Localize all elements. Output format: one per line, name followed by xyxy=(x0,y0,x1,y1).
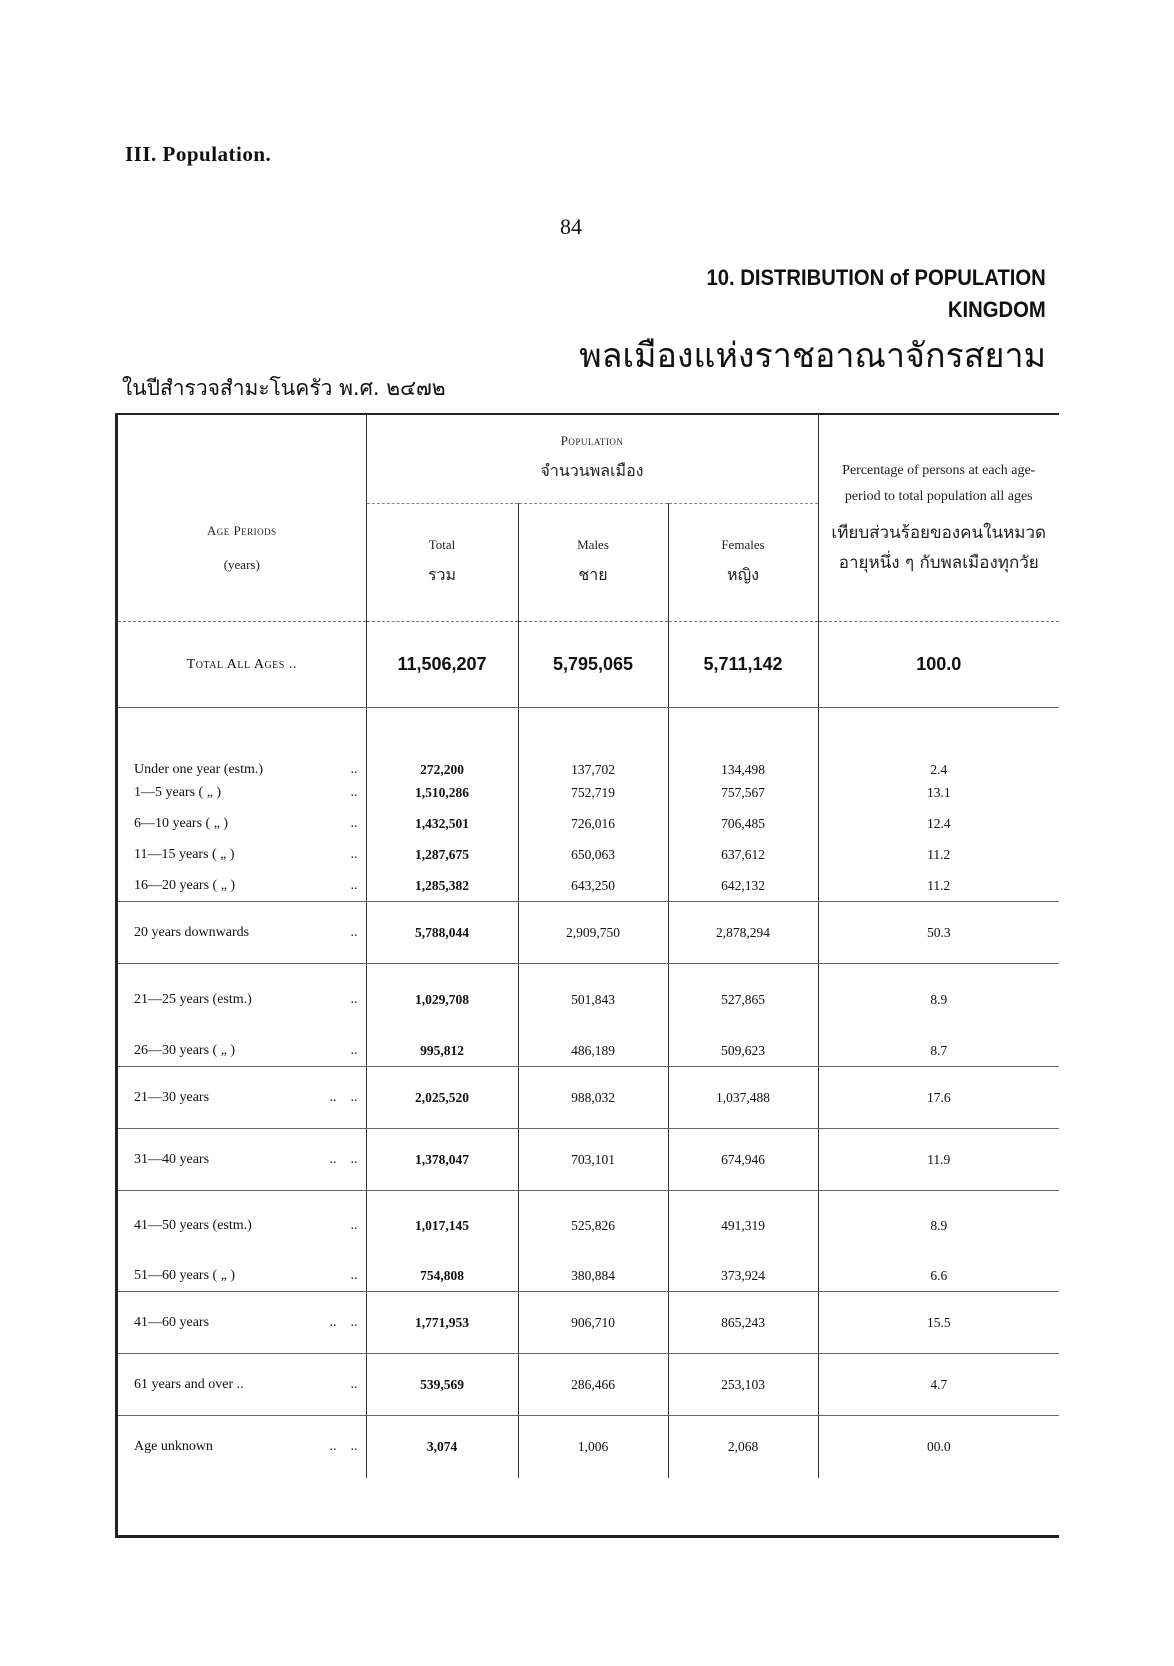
age-period-label: 61 years and over .. xyxy=(134,1376,244,1392)
age-period-label: 26—30 years ( „ ) xyxy=(134,1042,236,1058)
table-row xyxy=(118,778,1059,809)
total-cell: 1,029,708 xyxy=(366,964,518,1036)
age-period-label: 21—30 years xyxy=(134,1089,210,1105)
age-period-cell xyxy=(118,708,366,778)
grand-total-pct: 100.0 xyxy=(818,622,1059,708)
table-row xyxy=(118,1191,1059,1261)
males-cell: 988,032 xyxy=(518,1067,668,1129)
leader-dots: .. .. xyxy=(329,1089,358,1105)
percentage-header xyxy=(818,415,1059,621)
grand-total-males: 5,795,065 xyxy=(518,622,668,708)
percentage-cell: 13.1 xyxy=(818,778,1059,809)
males-cell: 486,189 xyxy=(518,1036,668,1067)
total-cell: 1,287,675 xyxy=(366,840,518,871)
males-cell: 650,063 xyxy=(518,840,668,871)
females-label-thai: หญิง xyxy=(727,564,759,584)
table-title-thai: พลเมืองแห่งราชอาณาจักรสยาม xyxy=(579,336,1046,376)
percentage-cell: 2.4 xyxy=(818,708,1059,778)
percentage-cell: 17.6 xyxy=(818,1067,1059,1129)
total-cell: 5,788,044 xyxy=(366,902,518,964)
age-periods-header xyxy=(118,415,366,621)
females-cell: 637,612 xyxy=(668,840,818,871)
table-row xyxy=(118,1036,1059,1067)
age-period-label: 20 years downwards xyxy=(134,924,250,940)
table-row xyxy=(118,1292,1059,1354)
percentage-cell: 8.9 xyxy=(818,964,1059,1036)
title-line-2: KINGDOM xyxy=(948,297,1046,322)
age-period-cell xyxy=(118,840,366,871)
percentage-cell: 12.4 xyxy=(818,809,1059,840)
males-header xyxy=(518,503,668,621)
table-row xyxy=(118,1261,1059,1292)
females-cell: 134,498 xyxy=(668,708,818,778)
total-header xyxy=(366,503,518,621)
grand-total-total: 11,506,207 xyxy=(366,622,518,708)
males-cell: 501,843 xyxy=(518,964,668,1036)
age-period-cell xyxy=(118,1354,366,1416)
males-cell: 137,702 xyxy=(518,708,668,778)
table-row xyxy=(118,871,1059,902)
total-cell: 2,025,520 xyxy=(366,1067,518,1129)
age-period-label: 11—15 years ( „ ) xyxy=(134,847,235,862)
section-heading: III. Population. xyxy=(125,142,272,166)
age-period-label: 1—5 years ( „ ) xyxy=(134,785,222,800)
age-period-cell xyxy=(118,1067,366,1129)
total-label: Total xyxy=(428,536,456,552)
females-cell: 253,103 xyxy=(668,1354,818,1416)
age-period-label: 16—20 years ( „ ) xyxy=(134,877,236,893)
percentage-cell: 00.0 xyxy=(818,1416,1059,1478)
percentage-cell: 4.7 xyxy=(818,1354,1059,1416)
population-table xyxy=(115,413,1059,1538)
males-cell: 726,016 xyxy=(518,809,668,840)
leader-dots: .. xyxy=(350,1267,358,1283)
leader-dots: .. xyxy=(350,761,358,777)
age-period-label: 31—40 years xyxy=(134,1151,210,1167)
age-period-cell xyxy=(118,1191,366,1261)
leader-dots: .. xyxy=(350,991,358,1007)
age-period-cell xyxy=(118,809,366,840)
males-cell: 286,466 xyxy=(518,1354,668,1416)
percentage-cell: 50.3 xyxy=(818,902,1059,964)
age-period-cell xyxy=(118,964,366,1036)
females-cell: 1,037,488 xyxy=(668,1067,818,1129)
table-row xyxy=(118,1129,1059,1191)
males-cell: 2,909,750 xyxy=(518,902,668,964)
leader-dots: .. xyxy=(350,924,358,940)
leader-dots: .. xyxy=(350,1217,358,1233)
age-period-cell xyxy=(118,778,366,809)
percentage-cell: 6.6 xyxy=(818,1261,1059,1292)
females-cell: 642,132 xyxy=(668,871,818,902)
age-period-label: 21—25 years (estm.) xyxy=(134,991,252,1007)
males-cell: 752,719 xyxy=(518,778,668,809)
table-row xyxy=(118,809,1059,840)
percentage-label-thai: เทียบส่วนร้อยของคนในหมวดอายุหนึ่ง ๆ กับพลเมืองทุกวัย xyxy=(831,523,1047,573)
census-note: ในปีสำรวจสำมะโนครัว พ.ศ. ๒๔๗๒ xyxy=(122,376,446,400)
age-period-cell xyxy=(118,1292,366,1354)
females-cell: 757,567 xyxy=(668,778,818,809)
grand-total-label: Total All Ages .. xyxy=(118,622,366,708)
table-row xyxy=(118,902,1059,964)
females-header xyxy=(668,503,818,621)
total-cell: 1,285,382 xyxy=(366,871,518,902)
table-title xyxy=(707,262,1046,326)
leader-dots: .. xyxy=(350,785,358,800)
females-cell: 509,623 xyxy=(668,1036,818,1067)
table-row xyxy=(118,708,1059,778)
females-label: Females xyxy=(721,536,765,552)
total-cell: 1,378,047 xyxy=(366,1129,518,1191)
leader-dots: .. xyxy=(350,847,358,862)
percentage-cell: 11.9 xyxy=(818,1129,1059,1191)
age-period-cell xyxy=(118,1416,366,1478)
females-cell: 373,924 xyxy=(668,1261,818,1292)
total-cell: 1,017,145 xyxy=(366,1191,518,1261)
percentage-cell: 15.5 xyxy=(818,1292,1059,1354)
percentage-cell: 8.7 xyxy=(818,1036,1059,1067)
males-cell: 906,710 xyxy=(518,1292,668,1354)
age-period-cell xyxy=(118,1261,366,1292)
population-label: Population xyxy=(560,433,624,449)
males-label: Males xyxy=(577,536,609,552)
total-cell: 754,808 xyxy=(366,1261,518,1292)
males-cell: 643,250 xyxy=(518,871,668,902)
males-cell: 380,884 xyxy=(518,1261,668,1292)
total-label-thai: รวม xyxy=(427,564,457,584)
percentage-cell: 11.2 xyxy=(818,871,1059,902)
total-cell: 1,771,953 xyxy=(366,1292,518,1354)
age-period-label: 6—10 years ( „ ) xyxy=(134,816,229,831)
leader-dots: .. xyxy=(350,1042,358,1058)
leader-dots: .. xyxy=(350,877,358,893)
table-row xyxy=(118,1067,1059,1129)
population-header xyxy=(366,415,818,503)
leader-dots: .. xyxy=(350,1376,358,1392)
males-cell: 703,101 xyxy=(518,1129,668,1191)
females-cell: 491,319 xyxy=(668,1191,818,1261)
males-cell: 1,006 xyxy=(518,1416,668,1478)
percentage-label: Percentage of persons at each age-period to total population all ages xyxy=(842,463,1036,504)
title-line-1: 10. DISTRIBUTION of POPULATION xyxy=(706,265,1046,290)
total-cell: 1,510,286 xyxy=(366,778,518,809)
leader-dots: .. .. xyxy=(329,1314,358,1330)
females-cell: 2,878,294 xyxy=(668,902,818,964)
page-number: 84 xyxy=(560,214,582,239)
population-label-thai: จำนวนพลเมือง xyxy=(540,461,644,481)
females-cell: 674,946 xyxy=(668,1129,818,1191)
percentage-cell: 11.2 xyxy=(818,840,1059,871)
age-period-label: 41—50 years (estm.) xyxy=(134,1217,252,1233)
table-row xyxy=(118,1354,1059,1416)
table-row xyxy=(118,840,1059,871)
total-cell: 1,432,501 xyxy=(366,809,518,840)
total-cell: 3,074 xyxy=(366,1416,518,1478)
males-cell: 525,826 xyxy=(518,1191,668,1261)
females-cell: 865,243 xyxy=(668,1292,818,1354)
age-period-cell xyxy=(118,1129,366,1191)
table-row xyxy=(118,964,1059,1036)
leader-dots: .. xyxy=(350,816,358,831)
percentage-cell: 8.9 xyxy=(818,1191,1059,1261)
females-cell: 2,068 xyxy=(668,1416,818,1478)
leader-dots: .. .. xyxy=(329,1438,358,1454)
grand-total-females: 5,711,142 xyxy=(668,622,818,708)
table-row xyxy=(118,1416,1059,1478)
age-period-label: Under one year (estm.) xyxy=(134,761,264,777)
age-period-cell xyxy=(118,902,366,964)
age-period-cell xyxy=(118,1036,366,1067)
females-cell: 706,485 xyxy=(668,809,818,840)
age-period-label: 41—60 years xyxy=(134,1314,210,1330)
age-period-label: 51—60 years ( „ ) xyxy=(134,1267,236,1283)
total-cell: 995,812 xyxy=(366,1036,518,1067)
age-period-cell xyxy=(118,871,366,902)
leader-dots: .. .. xyxy=(329,1151,358,1167)
grand-total-row xyxy=(118,622,1059,708)
males-label-thai: ชาย xyxy=(578,564,608,584)
age-periods-label: Age Periods xyxy=(206,523,277,538)
females-cell: 527,865 xyxy=(668,964,818,1036)
total-cell: 272,200 xyxy=(366,708,518,778)
total-cell: 539,569 xyxy=(366,1354,518,1416)
age-unit-label: (years) xyxy=(223,557,260,572)
age-period-label: Age unknown xyxy=(134,1438,213,1454)
